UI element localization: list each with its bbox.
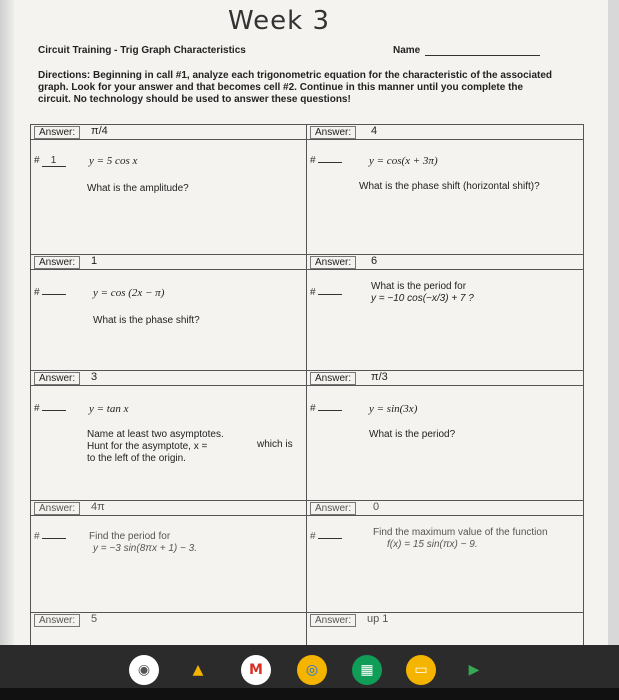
answer-value: π/4 — [91, 125, 108, 137]
circuit-cell-3: Answer: 1 # y = cos (2x − π) What is the phase shift? — [31, 255, 307, 371]
answer-value: 0 — [373, 501, 380, 513]
answer-value: 1 — [91, 255, 98, 267]
worksheet-title: Circuit Training - Trig Graph Characteristics — [38, 45, 246, 56]
answer-label: Answer: — [310, 256, 356, 269]
circuit-grid — [30, 124, 584, 645]
circuit-cell-6: Answer: π/3 # y = sin(3x) What is the period? — [307, 371, 583, 501]
question: What is the period for — [371, 281, 467, 292]
answer-value: up 1 — [367, 613, 389, 625]
question: What is the phase shift? — [93, 315, 200, 326]
answer-value: 6 — [371, 255, 378, 267]
circuit-cell-4: Answer: 6 # What is the period for y = −10 cos(−x/3) + 7 ? — [307, 255, 583, 371]
circuit-cell-5: Answer: 3 # y = tan x Name at least two asymptotes. Hunt for the asymptote, x = which is to the left of the origin. — [31, 371, 307, 501]
equation: y = tan x — [89, 403, 129, 415]
circuit-cell-9 — [31, 613, 307, 645]
answer-label: Answer: — [310, 126, 356, 139]
answer-value: 4 — [371, 125, 378, 137]
equation: y = cos(x + 3π) — [369, 155, 438, 167]
device-bezel — [0, 688, 619, 700]
circuit-cell-1: Answer: π/4 # 1 y = 5 cos x What is the amplitude? — [31, 125, 307, 255]
cell-number — [318, 294, 342, 295]
name-label: Name — [393, 45, 421, 56]
answer-label: Answer: — [310, 372, 356, 385]
circuit-cell-7: Answer: 4π # Find the period for y = −3 sin(8πx + 1) − 3. — [31, 501, 307, 613]
circuit-cell-2: Answer: 4 # y = cos(x + 3π) What is the phase shift (horizontal shift)? — [307, 125, 583, 255]
cell-number — [42, 294, 66, 295]
cell-number — [42, 410, 66, 411]
answer-label: Answer: — [310, 502, 356, 515]
week-heading: Week 3 — [228, 6, 331, 36]
play-store-icon[interactable]: ▶ — [459, 655, 489, 685]
question-line-4: to the left of the origin. — [87, 453, 186, 464]
question-equation: y = −3 sin(8πx + 1) − 3. — [93, 543, 197, 554]
sheets-icon[interactable]: ▦ — [352, 655, 382, 685]
answer-label: Answer: — [34, 256, 80, 269]
directions-text: Directions: Beginning in call #1, analyze each trigonometric equation for the characteristic of the associated graph. Look for your answer and that becomes cell #2. Continue in this manner until you complete the circuit. No technology should be used to answer these questions! — [38, 70, 553, 105]
answer-value: 4π — [91, 501, 105, 513]
answer-label: Answer: — [34, 502, 80, 515]
question-line-3: which is — [257, 439, 293, 450]
answer-value: 3 — [91, 371, 98, 383]
cell-number — [318, 162, 342, 163]
question: Name at least two asymptotes. — [87, 429, 224, 440]
chrome-icon[interactable]: ◎ — [297, 655, 327, 685]
question: What is the phase shift (horizontal shift)? — [359, 181, 540, 192]
answer-label: Answer: — [310, 614, 356, 627]
cell-number: 1 — [42, 155, 66, 167]
gmail-icon[interactable]: M — [241, 655, 271, 685]
cell-number — [42, 538, 66, 539]
circuit-cell-8: Answer: 0 # Find the maximum value of the function f(x) = 15 sin(πx) − 9. — [307, 501, 583, 613]
question: What is the amplitude? — [87, 183, 189, 194]
question: Find the period for — [89, 531, 171, 542]
cell-number — [318, 410, 342, 411]
question-equation: f(x) = 15 sin(πx) − 9. — [387, 539, 478, 550]
name-blank-line — [425, 55, 540, 56]
answer-label: Answer: — [34, 372, 80, 385]
drive-icon[interactable]: ▲ — [183, 655, 213, 685]
equation: y = cos (2x − π) — [93, 287, 165, 299]
answer-value: π/3 — [371, 371, 388, 383]
question: What is the period? — [369, 429, 456, 440]
equation: y = 5 cos x — [89, 155, 138, 167]
answer-label: Answer: — [34, 126, 80, 139]
question: Find the maximum value of the function — [373, 527, 548, 538]
answer-label: Answer: — [34, 614, 80, 627]
question-line-2: Hunt for the asymptote, x = — [87, 441, 208, 452]
circuit-cell-10 — [307, 613, 583, 645]
answer-value: 5 — [91, 613, 98, 625]
equation: y = sin(3x) — [369, 403, 418, 415]
cell-number — [318, 538, 342, 539]
question-equation: y = −10 cos(−x/3) + 7 ? — [371, 293, 474, 304]
camera-icon[interactable]: ◉ — [129, 655, 159, 685]
slides-icon[interactable]: ▭ — [406, 655, 436, 685]
